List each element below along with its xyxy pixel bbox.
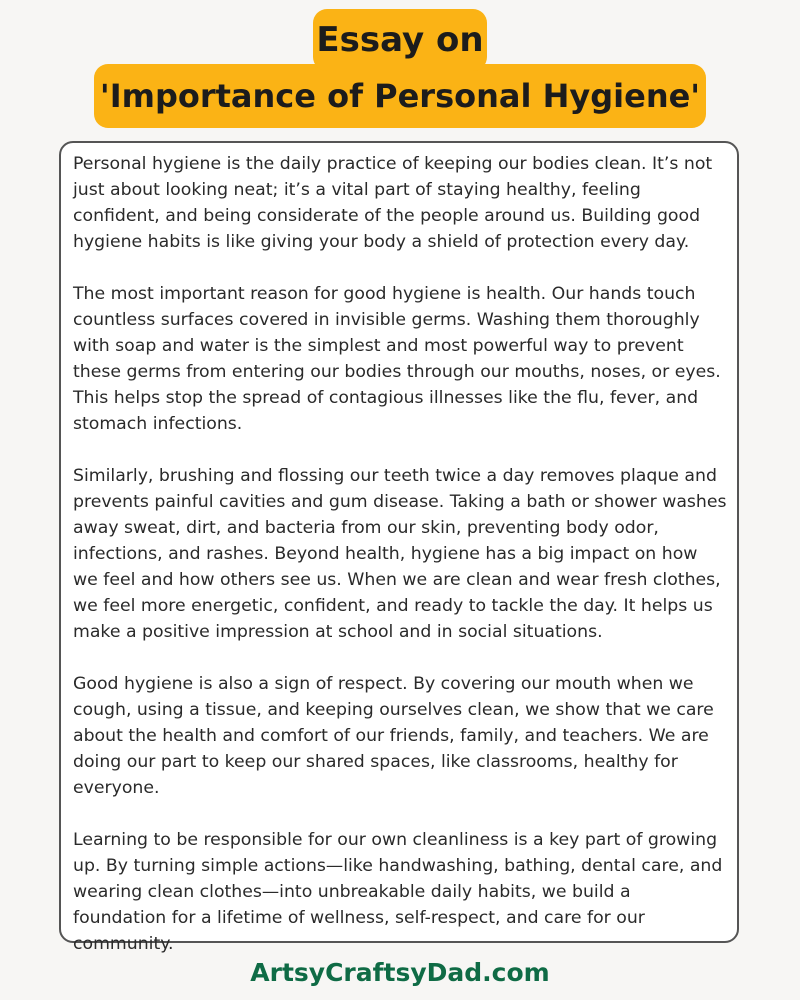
title-banner-main [94,64,706,128]
essay-paragraph-1: Personal hygiene is the daily practice of keeping our bodies clean. It’s not just about looking neat; it’s a vital part of staying healthy, feeling confident, and being considerate of the people around us. Building good hygiene habits is like giving your body a shield of protection every day. [73,154,713,252]
title-banner-top [313,9,487,71]
essay-paragraph-5: Learning to be responsible for our own cleanliness is a key part of growing up. By turning simple actions—like handwashing, bathing, dental care, and wearing clean clothes—into unbreakable daily habits, we build a foundation for a lifetime of wellness, self-respect, and care for our community. [73,830,723,954]
essay-title-prefix: Essay on [316,20,484,60]
essay-paragraph-3: Similarly, brushing and flossing our teeth twice a day removes plaque and prevents painful cavities and gum disease. Taking a bath or shower washes away sweat, dirt, and bacteria from our skin, preventing body odor, infections, and rashes. Beyond health, hygiene has a big impact on how we feel and how others see us. When we are clean and wear fresh clothes, we feel more energetic, confident, and ready to tackle the day. It helps us make a positive impression at school and in social situations. [73,466,727,642]
site-name: ArtsyCraftsyDad.com [250,958,550,987]
site-watermark [0,953,800,993]
essay-paragraph-2: The most important reason for good hygiene is health. Our hands touch countless surfaces covered in invisible germs. Washing them thoroughly with soap and water is the simplest and most powerful way to prevent these germs from entering our bodies through our mouths, noses, or eyes. This helps stop the spread of contagious illnesses like the flu, fever, and stomach infections. [73,284,721,434]
essay-title: 'Importance of Personal Hygiene' [99,77,701,115]
essay-body-card [59,141,739,954]
essay-paragraph-4: Good hygiene is also a sign of respect. By covering our mouth when we cough, using a tissue, and keeping ourselves clean, we show that we care about the health and comfort of our friends, family, and teachers. We are doing our part to keep our shared spaces, like classrooms, healthy for everyone. [73,674,714,798]
